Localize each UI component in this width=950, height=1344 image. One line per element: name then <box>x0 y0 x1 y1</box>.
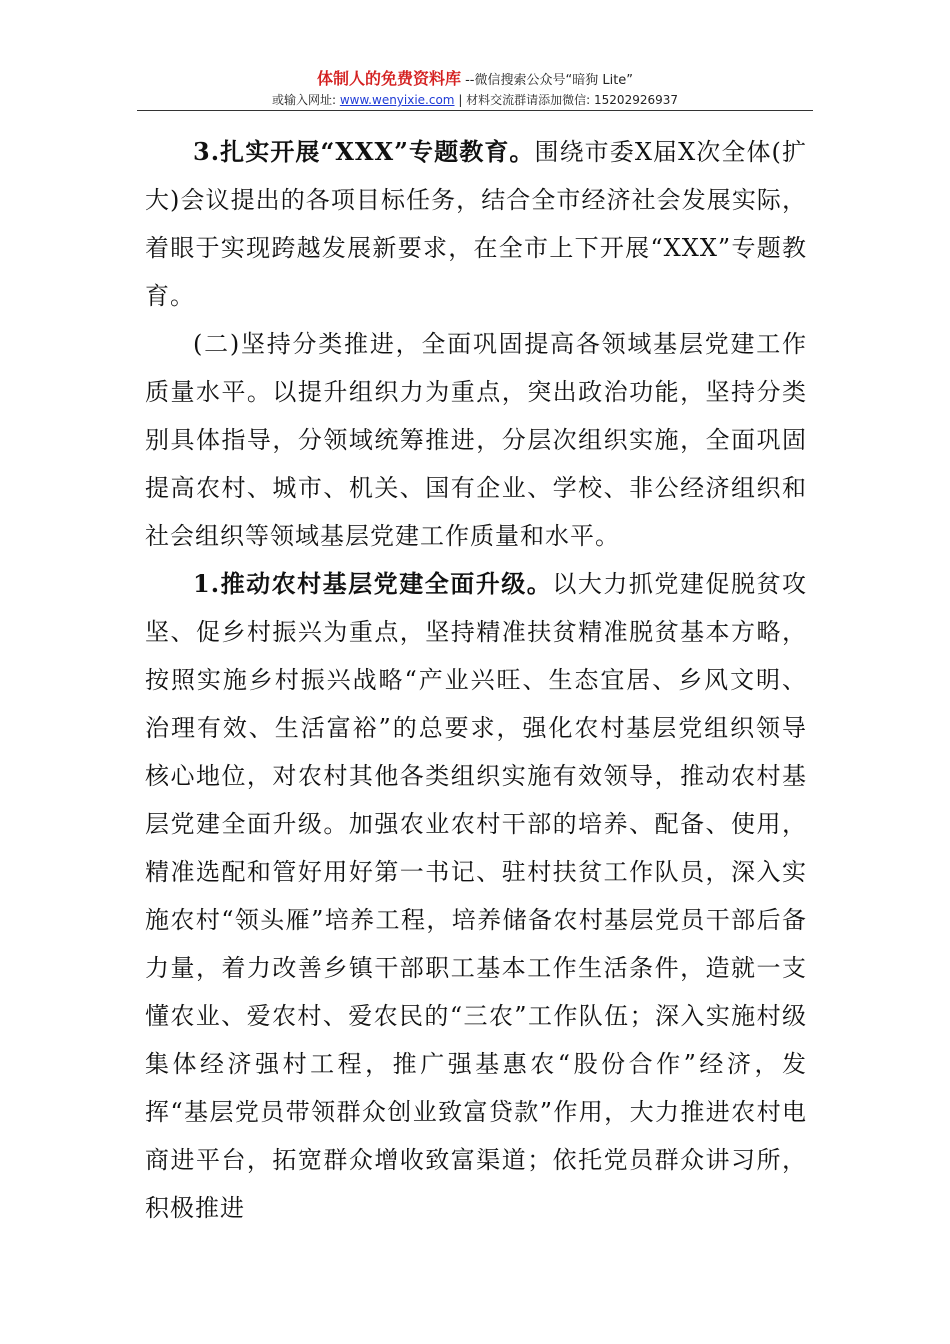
header-search-note: --微信搜索公众号“暗狗 Lite” <box>460 73 634 88</box>
paragraph-section-2 <box>145 320 807 560</box>
header-title-line <box>137 70 813 90</box>
paragraph-text: (二)坚持分类推进，全面巩固提高各领域基层党建工作质量水平。以提升组织力为重点，突出政治功能，坚持分类别具体指导，分领域统筹推进，分层次组织实施，全面巩固提高农村、城市、机关、国有企业、学校、非公经济组织和社会组织等领域基层党建工作质量和水平。 <box>145 330 807 550</box>
header-divider <box>137 110 813 111</box>
header-brand: 体制人的免费资料库 <box>316 69 461 88</box>
header-url-link[interactable]: www.wenyixie.com <box>339 93 455 107</box>
paragraph-item-1 <box>145 560 807 1232</box>
header-contact-line <box>137 91 813 109</box>
paragraph-text: 围绕市委X届X次全体(扩大)会议提出的各项目标任务，结合全市经济社会发展实际，着眼于实现跨越发展新要求，在全市上下开展“XXX”专题教育。 <box>145 138 807 310</box>
document-header <box>137 70 813 109</box>
paragraph-heading: 1.推动农村基层党建全面升级。 <box>193 569 553 598</box>
document-body <box>145 128 807 1232</box>
paragraph-heading: 3.扎实开展“XXX”专题教育。 <box>193 137 535 166</box>
header-url-prefix: 或输入网址: <box>271 93 340 107</box>
paragraph-text: 以大力抓党建促脱贫攻坚、促乡村振兴为重点，坚持精准扶贫精准脱贫基本方略，按照实施乡村振兴战略“产业兴旺、生态宜居、乡风文明、治理有效、生活富裕”的总要求，强化农村基层党组织领导核心地位，对农村其他各类组织实施有效领导，推动农村基层党建全面升级。加强农业农村干部的培养、配备、使用，精准选配和管好用好第一书记、驻村扶贫工作队员，深入实施农村“领头雁”培养工程，培养储备农村基层党员干部后备力量，着力改善乡镇干部职工基本工作生活条件，造就一支懂农业、爱农村、爱农民的“三农”工作队伍；深入实施村级集体经济强村工程，推广强基惠农“股份合作”经济，发挥“基层党员带领群众创业致富贷款”作用，大力推进农村电商进平台，拓宽群众增收致富渠道；依托党员群众讲习所，积极推进 <box>145 570 807 1222</box>
header-contact: | 材料交流群请添加微信: 15202926937 <box>454 93 679 107</box>
paragraph-item-3 <box>145 128 807 320</box>
